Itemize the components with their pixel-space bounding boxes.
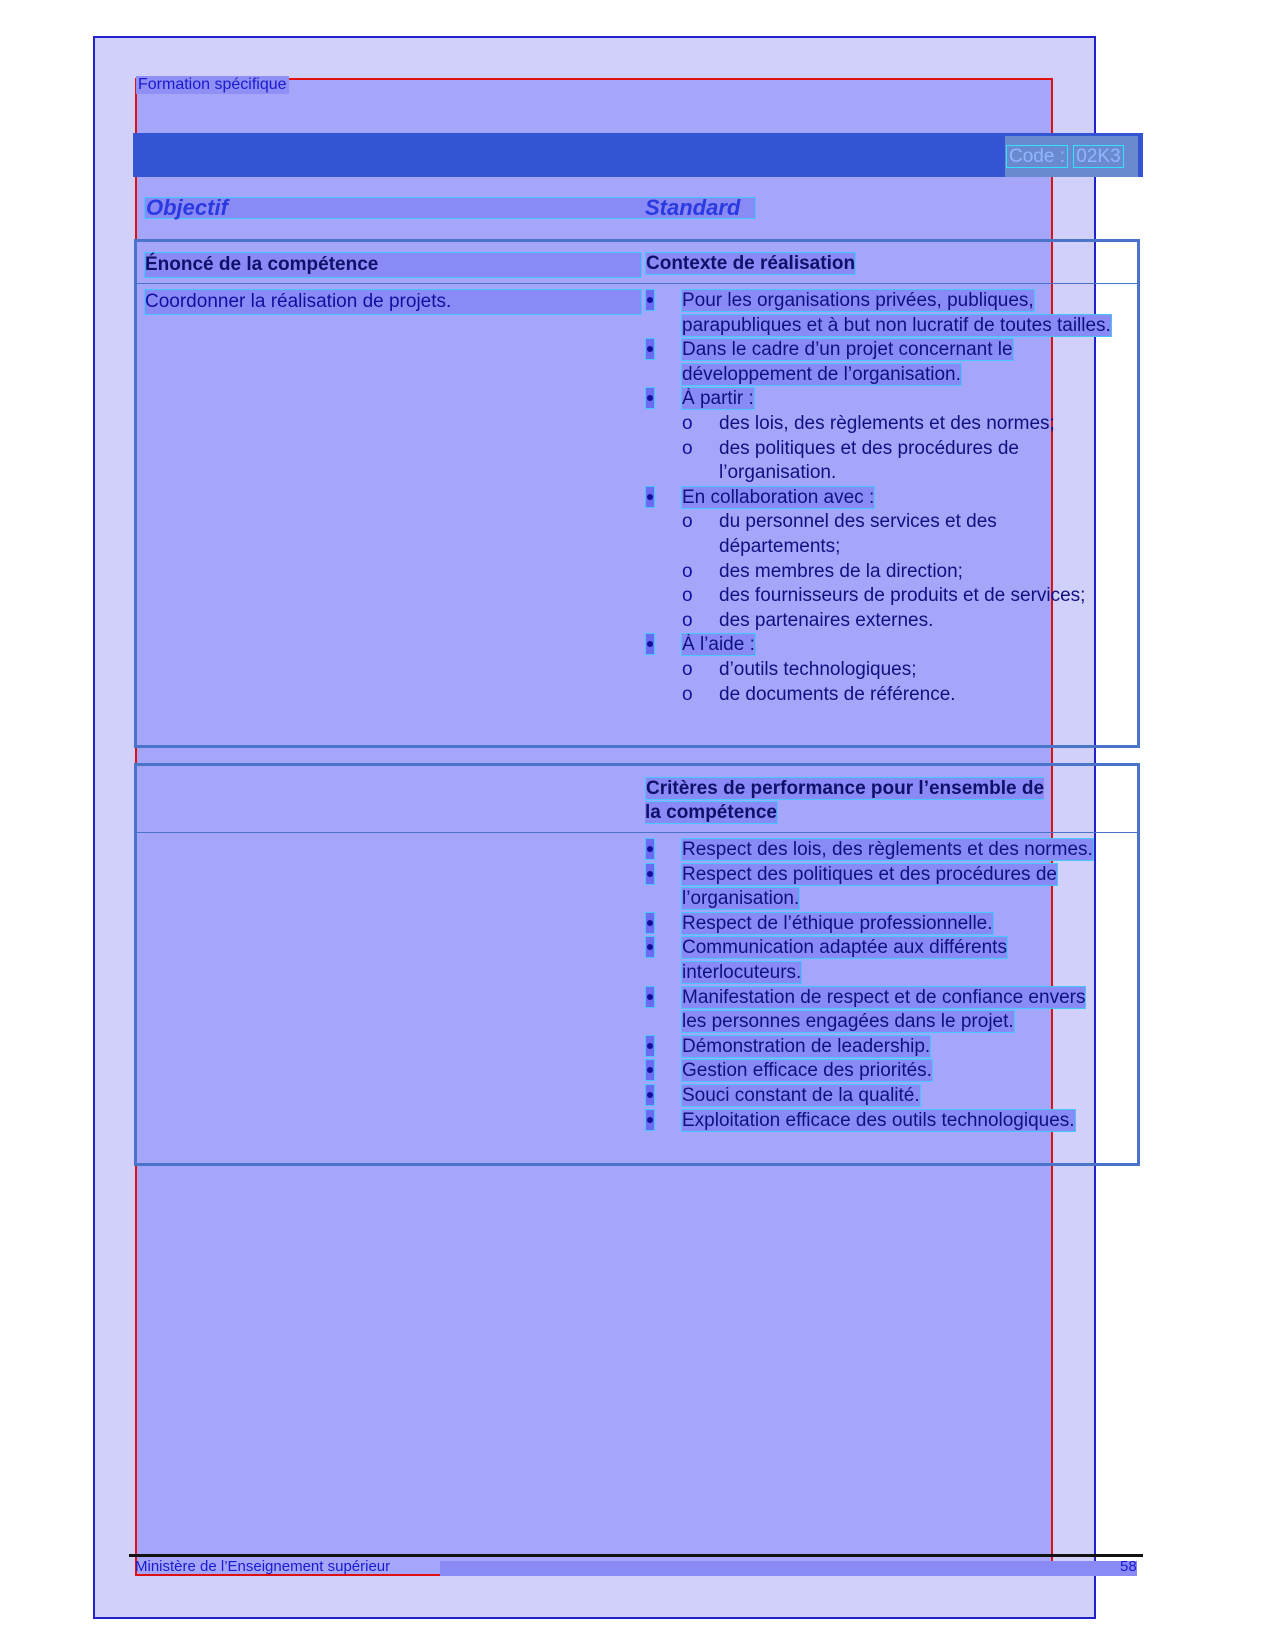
circle-bullet-icon: o: [682, 658, 693, 680]
code-banner: [133, 133, 1143, 177]
sub-list-item: [645, 510, 1115, 559]
code-label: Code :: [1006, 145, 1068, 168]
list-item-text: Exploitation efficace des outils technologiques.: [682, 1109, 1075, 1131]
code-text: [1006, 146, 1124, 168]
criteria-table-header-divider: [134, 832, 1140, 833]
sub-list-item: [645, 437, 1115, 486]
sub-list-item-text: de documents de référence.: [719, 683, 956, 705]
list-item: [645, 1084, 1115, 1109]
circle-bullet-icon: o: [682, 560, 693, 582]
list-item: [645, 1035, 1115, 1060]
circle-bullet-icon: o: [682, 609, 693, 631]
circle-bullet-icon: o: [682, 683, 693, 705]
sub-list-item-text: des partenaires externes.: [719, 609, 934, 631]
list-item-text: Gestion efficace des priorités.: [682, 1060, 932, 1082]
competence-statement: Coordonner la réalisation de projets.: [144, 289, 642, 315]
list-item: [645, 912, 1115, 937]
sub-list-item-text: des lois, des règlements et des normes;: [719, 412, 1055, 434]
list-item-text: Communication adaptée aux différents interlocuteurs.: [682, 937, 1007, 983]
objective-title: Objectif: [146, 195, 228, 220]
bullet-icon: [645, 838, 655, 860]
context-list: [645, 289, 1115, 707]
context-header-text: Contexte de réalisation: [646, 253, 856, 274]
list-item: [645, 936, 1115, 985]
sub-list-item-text: des politiques et des procédures de l’organisation.: [719, 437, 1019, 484]
list-item: [645, 863, 1115, 912]
sub-list-item: [645, 584, 1115, 609]
bullet-icon: [645, 936, 655, 958]
footer-rule: [129, 1554, 1143, 1557]
sub-list-item: [645, 609, 1115, 634]
criteria-header: [645, 777, 1055, 825]
criteria-header-text: Critères de performance pour l’ensemble de la compétence: [645, 778, 1045, 823]
page-number: 58: [1120, 1558, 1137, 1575]
list-item-text: Démonstration de leadership.: [682, 1035, 931, 1057]
bullet-icon: [645, 1109, 655, 1131]
circle-bullet-icon: o: [682, 511, 693, 533]
sub-list-item: [645, 412, 1115, 437]
list-item-text: Manifestation de respect et de confiance envers les personnes engagées dans le projet.: [682, 986, 1086, 1033]
list-item: [645, 486, 1115, 511]
circle-bullet-icon: o: [682, 412, 693, 434]
list-item: [645, 338, 1115, 387]
list-item-text: Pour les organisations privées, publiques, parapubliques et à but non lucratif de toutes tailles.: [682, 290, 1111, 336]
list-item-text: Dans le cadre d’un projet concernant le développement de l’organisation.: [682, 339, 1013, 385]
list-item-text: Respect de l’éthique professionnelle.: [682, 912, 993, 934]
bullet-icon: [645, 1059, 655, 1081]
bullet-icon: [645, 338, 655, 360]
sub-list-item: [645, 683, 1115, 708]
code-value: 02K3: [1073, 145, 1123, 168]
bullet-icon: [645, 633, 655, 655]
context-header: [645, 252, 856, 276]
context-table-header-divider: [134, 283, 1140, 284]
bullet-icon: [645, 387, 655, 409]
bullet-icon: [645, 486, 655, 508]
list-item-text: À partir :: [682, 388, 754, 410]
bullet-icon: [645, 863, 655, 885]
list-item: [645, 289, 1115, 338]
bullet-icon: [645, 1035, 655, 1057]
list-item-text: Respect des lois, des règlements et des normes.: [682, 839, 1093, 860]
standard-title: Standard: [645, 195, 741, 220]
list-item: [645, 838, 1115, 863]
list-item-text: À l’aide :: [682, 634, 755, 656]
sub-list-item-text: d’outils technologiques;: [719, 658, 917, 680]
program-label: Formation spécifique: [138, 76, 287, 93]
list-item: [645, 1109, 1115, 1134]
list-item-text: En collaboration avec :: [682, 486, 875, 508]
bullet-icon: [645, 289, 655, 311]
sub-list-item: [645, 560, 1115, 585]
list-item: [645, 633, 1115, 658]
criteria-list: [645, 838, 1115, 1133]
bullet-icon: [645, 912, 655, 934]
list-item: [645, 387, 1115, 412]
sub-list-item-text: du personnel des services et des départements;: [719, 511, 997, 557]
circle-bullet-icon: o: [682, 437, 693, 459]
list-item: [645, 1059, 1115, 1084]
footer-bar: [440, 1558, 1137, 1576]
bullet-icon: [645, 986, 655, 1008]
list-item: [645, 986, 1115, 1035]
list-item-text: Respect des politiques et des procédures de l’organisation.: [682, 863, 1057, 910]
list-item-text: Souci constant de la qualité.: [682, 1084, 920, 1106]
sub-list-item-text: des membres de la direction;: [719, 560, 963, 582]
ministry-label: Ministère de l’Enseignement supérieur: [135, 1558, 391, 1575]
circle-bullet-icon: o: [682, 585, 693, 607]
sub-list-item-text: des fournisseurs de produits et de services;: [719, 585, 1086, 607]
sub-list-item: [645, 658, 1115, 683]
bullet-icon: [645, 1084, 655, 1106]
competence-header: Énoncé de la compétence: [144, 252, 642, 278]
